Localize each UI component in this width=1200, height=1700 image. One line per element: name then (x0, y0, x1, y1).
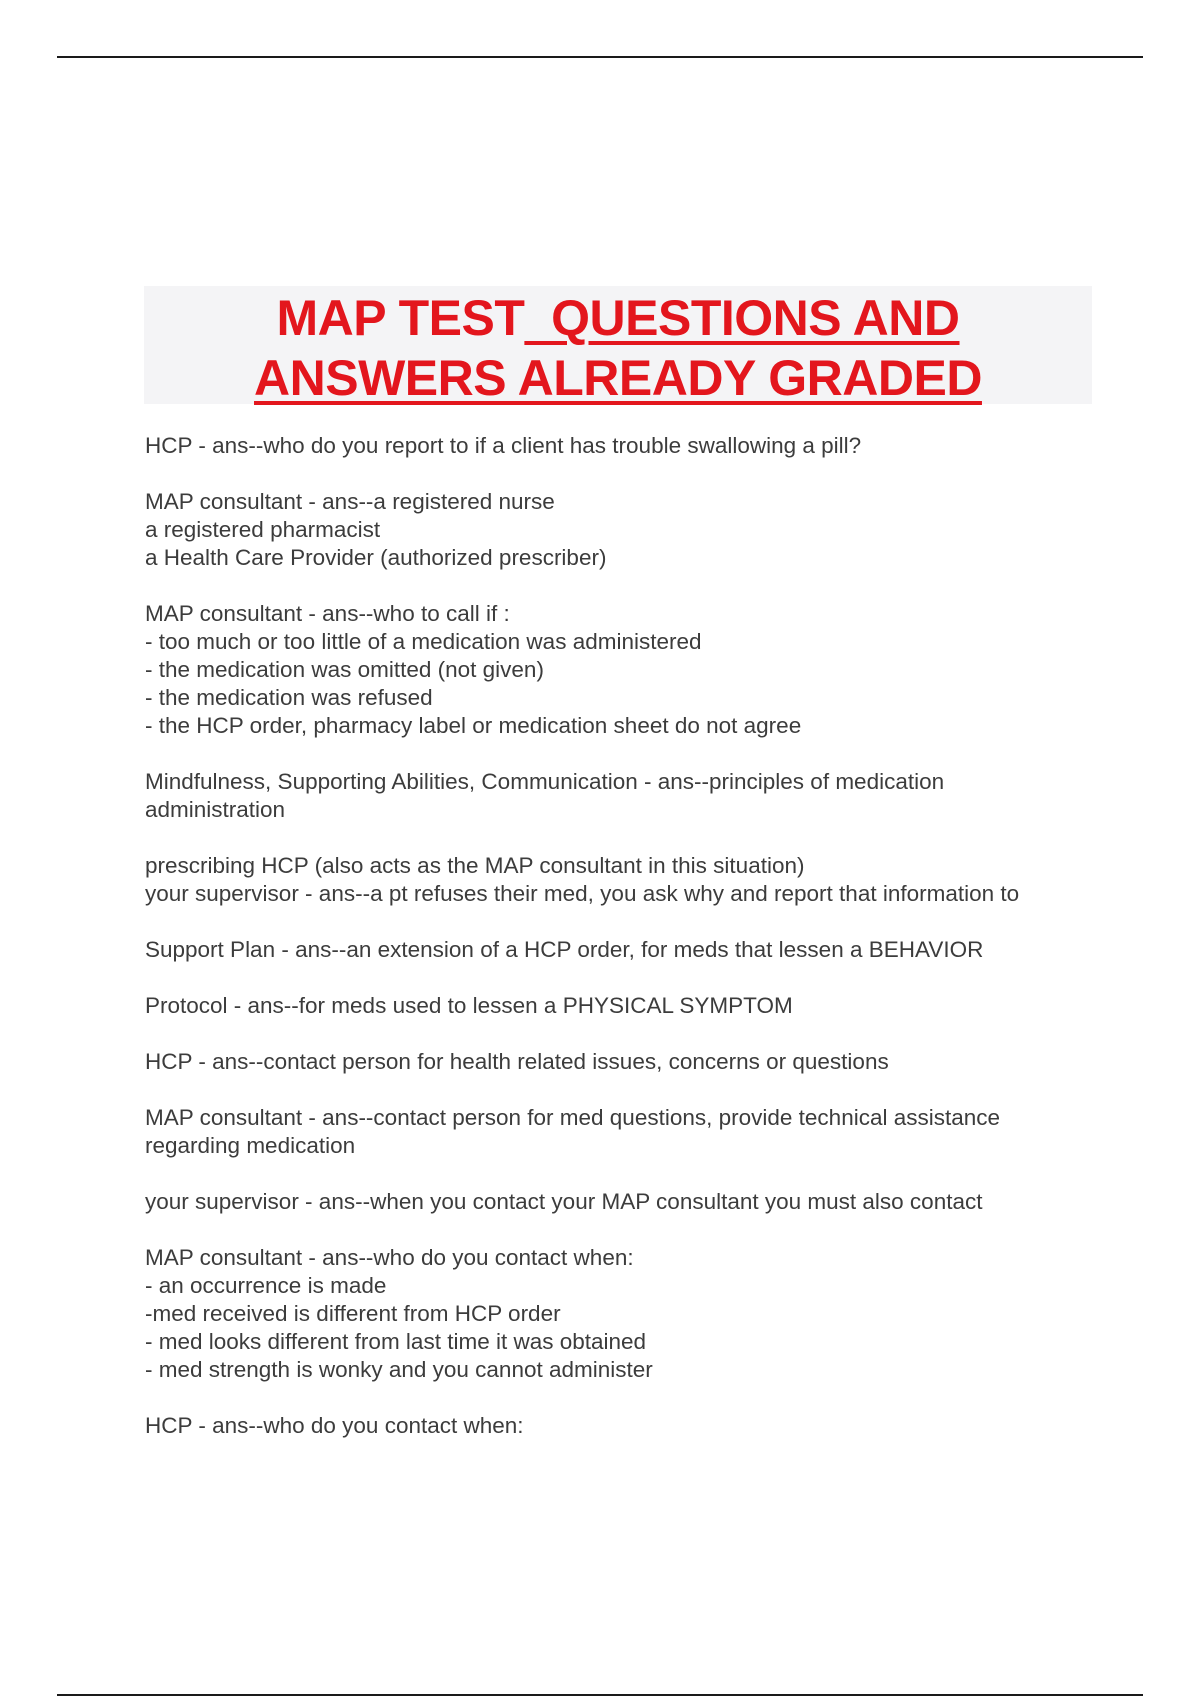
title-underlined-part: QUESTIONS AND (524, 290, 960, 346)
qa-entry (145, 432, 1145, 460)
title-line-2: ANSWERS ALREADY GRADED (254, 350, 982, 406)
qa-line: administration (145, 797, 286, 822)
qa-line: prescribing HCP (also acts as the MAP consultant in this situation) (145, 853, 805, 878)
qa-line: HCP - ans--who do you report to if a client has trouble swallowing a pill? (145, 433, 862, 458)
qa-line: - the medication was omitted (not given) (145, 657, 544, 682)
qa-entry (145, 1188, 1145, 1216)
qa-line: - too much or too little of a medication was administered (145, 629, 702, 654)
qa-line: - an occurrence is made (145, 1273, 387, 1298)
qa-line: Support Plan - ans--an extension of a HCP order, for meds that lessen a BEHAVIOR (145, 937, 984, 962)
qa-line: - med looks different from last time it was obtained (145, 1329, 647, 1354)
qa-line: Mindfulness, Supporting Abilities, Communication - ans--principles of medication (145, 769, 945, 794)
qa-entry (145, 488, 1145, 572)
top-rule (57, 56, 1143, 58)
qa-entry (145, 1244, 1145, 1384)
title-plain-part: MAP TEST (276, 290, 525, 346)
qa-line: HCP - ans--who do you contact when: (145, 1413, 524, 1438)
qa-entry (145, 1048, 1145, 1076)
qa-line: your supervisor - ans--a pt refuses their med, you ask why and report that information to (145, 881, 1020, 906)
qa-line: - the HCP order, pharmacy label or medication sheet do not agree (145, 713, 802, 738)
qa-entry (145, 600, 1145, 740)
qa-line: your supervisor - ans--when you contact your MAP consultant you must also contact (145, 1189, 983, 1214)
qa-entry (145, 1412, 1145, 1440)
qa-line: MAP consultant - ans--who do you contact when: (145, 1245, 634, 1270)
title-banner (144, 286, 1092, 404)
qa-line: a Health Care Provider (authorized prescriber) (145, 545, 607, 570)
qa-line: MAP consultant - ans--who to call if : (145, 601, 510, 626)
qa-line: a registered pharmacist (145, 517, 381, 542)
qa-list (145, 432, 1145, 1468)
qa-line: -med received is different from HCP order (145, 1301, 561, 1326)
qa-line: Protocol - ans--for meds used to lessen a PHYSICAL SYMPTOM (145, 993, 793, 1018)
qa-entry (145, 768, 1145, 824)
qa-entry (145, 852, 1145, 908)
title-line-1 (276, 290, 959, 346)
qa-line: MAP consultant - ans--a registered nurse (145, 489, 555, 514)
qa-line: HCP - ans--contact person for health related issues, concerns or questions (145, 1049, 889, 1074)
qa-entry (145, 1104, 1145, 1160)
qa-entry (145, 992, 1145, 1020)
document-title (144, 286, 1092, 408)
bottom-rule (57, 1694, 1143, 1696)
qa-line: MAP consultant - ans--contact person for med questions, provide technical assistance (145, 1105, 1001, 1130)
qa-line: - med strength is wonky and you cannot administer (145, 1357, 653, 1382)
qa-line: - the medication was refused (145, 685, 433, 710)
qa-line: regarding medication (145, 1133, 356, 1158)
qa-entry (145, 936, 1145, 964)
